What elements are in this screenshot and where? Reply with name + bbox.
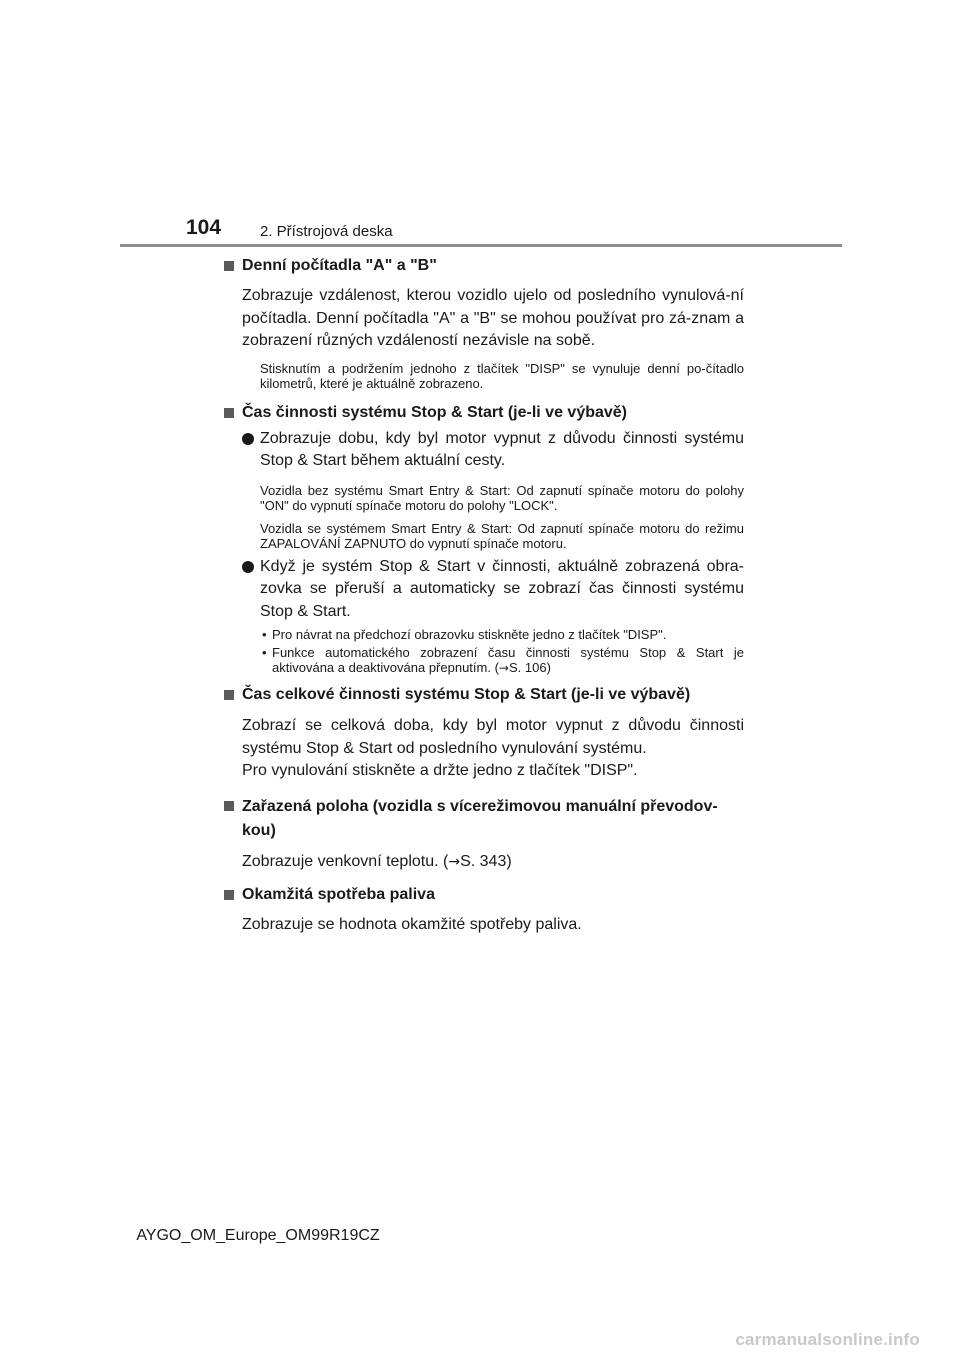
square-bullet-icon <box>224 690 234 700</box>
document-code <box>0 1227 960 1245</box>
body-text-prefix: Zobrazuje venkovní teplotu. ( <box>242 852 449 870</box>
heading-text: Zařazená poloha (vozidla s vícerežimovou manuální převodov-kou) <box>242 797 718 839</box>
heading-text: Čas činnosti systému Stop & Start (je-li ve výbavě) <box>242 403 628 421</box>
body-text: Zobrazuje se hodnota okamžité spotřeby paliva. <box>242 916 582 933</box>
document-code-text: AYGO_OM_Europe_OM99R19CZ <box>136 1227 380 1244</box>
section-instant-fuel-consumption <box>222 884 744 937</box>
dot-bullet-icon: • <box>262 627 267 642</box>
header-divider <box>120 244 842 247</box>
page-content <box>222 255 744 937</box>
section-heading <box>222 684 744 706</box>
section-daily-trip-meters <box>222 255 744 391</box>
circle-bullet-icon <box>242 433 254 445</box>
square-bullet-icon <box>224 408 234 418</box>
circle-bullet-icon <box>242 561 254 573</box>
page-reference-link[interactable]: S. 106) <box>508 660 551 675</box>
heading-text: Čas celkové činnosti systému Stop & Start (je-li ve výbavě) <box>242 686 691 703</box>
circle-list-item <box>222 556 744 624</box>
heading-text: Okamžitá spotřeba paliva <box>242 886 435 903</box>
section-heading <box>222 255 744 277</box>
list-item <box>222 627 744 642</box>
square-bullet-icon <box>224 261 234 271</box>
item-text: Když je systém Stop & Start v činnosti, aktuálně zobrazená obra-zovka se přeruší a automaticky se zobrazí čas činnosti systému Stop & Start. <box>260 557 744 620</box>
note-text: Vozidla se systémem Smart Entry & Start: Od zapnutí spínače motoru do režimu ZAPALOVÁNÍ ZAPNUTO do vypnutí spínače motoru. <box>260 520 744 551</box>
circle-list-item <box>222 428 744 473</box>
section-gear-position <box>222 795 744 874</box>
dot-bullet-icon: • <box>262 645 267 660</box>
bullet-list <box>222 627 744 676</box>
page-number: 104 <box>186 216 222 239</box>
section-heading <box>222 884 744 906</box>
chapter-title: 2. Přístrojová deska <box>260 223 393 240</box>
bullet-text: Pro návrat na předchozí obrazovku stiskněte jedno z tlačítek "DISP". <box>272 627 667 642</box>
section-heading <box>222 402 744 424</box>
bullet-text: Funkce automatického zobrazení času činnosti systému Stop & Start je aktivována a deaktivována přepnutím. ( <box>272 645 744 675</box>
body-text: Zobrazí se celková doba, kdy byl motor vypnut z důvodu činnosti systému Stop & Start od posledního vynulování systému. <box>242 717 744 757</box>
note-text: Vozidla bez systému Smart Entry & Start: Od zapnutí spínače motoru do polohy "ON" do vypnutí spínače motoru do polohy "LOCK". <box>260 482 744 513</box>
square-bullet-icon <box>224 890 234 900</box>
list-item <box>222 645 744 676</box>
heading-text: Denní počítadla "A" a "B" <box>242 257 437 274</box>
item-text: Zobrazuje dobu, kdy byl motor vypnut z důvodu činnosti systému Stop & Start během aktuální cesty. <box>260 429 744 469</box>
note-text: Stisknutím a podržením jednoho z tlačítek "DISP" se vynuluje denní po-čítadlo kilometrů, které je aktuálně zobrazeno. <box>260 360 744 391</box>
section-heading <box>222 795 744 843</box>
arrow-right-icon: → <box>498 661 509 675</box>
body-text: Zobrazuje vzdálenost, kterou vozidlo ujelo od posledního vynulová-ní počítadla. Denní počítadla "A" a "B" se mohou používat pro zá-znam a zobrazení různých vzdáleností nezávisle na sobě. <box>242 287 744 349</box>
section-stop-start-time <box>222 402 744 677</box>
arrow-right-icon: → <box>448 853 461 870</box>
body-text <box>222 851 744 874</box>
watermark: carmanualsonline.info <box>735 1330 920 1349</box>
body-text: Pro vynulování stiskněte a držte jedno z tlačítek "DISP". <box>242 762 638 779</box>
section-total-stop-start-time <box>222 684 744 783</box>
page-reference-link[interactable]: S. 343) <box>460 852 512 870</box>
page-header <box>0 0 960 260</box>
square-bullet-icon <box>224 801 234 811</box>
